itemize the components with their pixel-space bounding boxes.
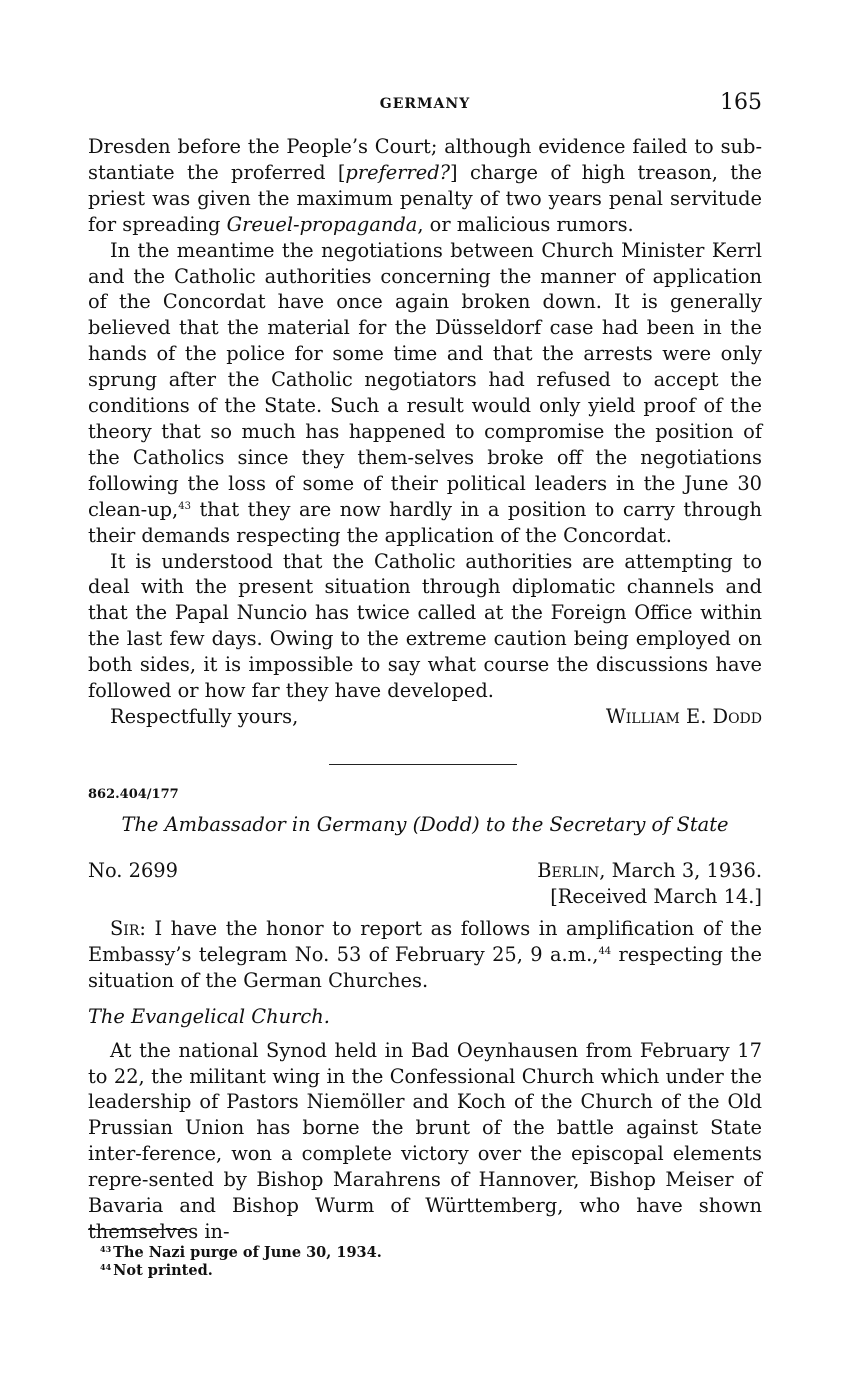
- footnote-mark: 44: [100, 1262, 112, 1272]
- running-title: GERMANY: [379, 96, 471, 112]
- dispatch-meta: [88, 858, 762, 910]
- footnote-text: The Nazi purge of June 30, 1934.: [113, 1244, 382, 1261]
- paragraph-1: [88, 134, 762, 238]
- footnote: [100, 1244, 382, 1262]
- footnote-ref: 44: [598, 945, 612, 957]
- complimentary-close: Respectfully yours,: [110, 704, 299, 728]
- footnote-ref: 43: [178, 500, 191, 512]
- paragraph-3: It is understood that the Catholic authorities are attempting to deal with the present situation through diplomatic channels and that the Papal Nuncio has twice called at the Foreign Office within the last few days. Owing to the extreme caution being employed on both sides, it is impossible to say what course the discussions have followed or how far they have developed.: [88, 549, 762, 703]
- letter1-body: [88, 134, 762, 730]
- paragraph-salutation: [88, 916, 762, 994]
- text-run: that they are now hardly in a position to carry through their demands respecting the application of the Concordat.: [88, 497, 762, 547]
- text-run: In the meantime the negotiations between Church Minister Kerrl and the Catholic authorities concerning the manner of application of the Concordat have once again broken down. It is generally believed that the material for the Düsseldorf case had been in the hands of the police for some time and that the arrests were only sprung after the Catholic negotiators had refused to accept the conditions of the State. Such a result would only yield proof of the theory that so much has happened to compromise the position of the Catholics since they them-selves broke off the negotiations following the loss of some of their political leaders in the June 30 clean-up,: [88, 238, 762, 521]
- letter2-body: [88, 916, 762, 1245]
- date: , March 3, 1936.: [599, 859, 762, 882]
- file-number: 862.404/177: [88, 787, 179, 802]
- section-heading: The Evangelical Church.: [88, 1004, 330, 1028]
- salutation: Sir: [110, 917, 140, 940]
- paragraph-synod: At the national Synod held in Bad Oeynhausen from February 17 to 22, the militant wing in the Confessional Church which under the leadership of Pastors Niemöller and Koch of the Church of the Old Prussian Union has borne the brunt of the battle against State inter-ference, won a complete victory over the episcopal elements repre-sented by Bishop Marahrens of Hannover, Bishop Meiser of Bavaria and Bishop Wurm of Württemberg, who have shown themselves in-: [88, 1038, 762, 1243]
- separator-rule: [329, 764, 517, 765]
- footnotes: [100, 1244, 382, 1280]
- received-date: [Received March 14.]: [550, 884, 762, 908]
- closing-line: [88, 704, 762, 730]
- page-number: 165: [720, 90, 762, 115]
- text-run: Dresden before the People’s Court; although evidence failed to sub-stantiate the proferred [: [88, 135, 762, 184]
- text-run: respecting the situation of the German Churches.: [88, 942, 763, 992]
- footnote: [100, 1262, 382, 1280]
- footnote-rule: [88, 1229, 191, 1230]
- signature: William E. Dodd: [605, 704, 762, 728]
- italic-text: preferred?: [345, 160, 451, 184]
- text-run: , or malicious rumors.: [417, 212, 634, 236]
- footnote-mark: 43: [100, 1244, 112, 1254]
- footnote-text: Not printed.: [113, 1262, 213, 1279]
- text-run: : I have the honor to report as follows in amplification of the Embassy’s telegram No. 53 of February 25, 9 a.m.,: [88, 917, 762, 966]
- dispatch-place-date: [537, 858, 762, 910]
- italic-text: Greuel-propaganda: [226, 212, 418, 236]
- text-run: ] charge of high treason, the priest was given the maximum penalty of two years penal servitude for spreading: [88, 160, 762, 236]
- paragraph-2: [88, 238, 762, 549]
- document-title: The Ambassador in Germany (Dodd) to the Secretary of State: [121, 813, 729, 836]
- running-head: [88, 92, 762, 116]
- dispatch-number: No. 2699: [88, 859, 178, 882]
- place: Berlin: [537, 859, 600, 882]
